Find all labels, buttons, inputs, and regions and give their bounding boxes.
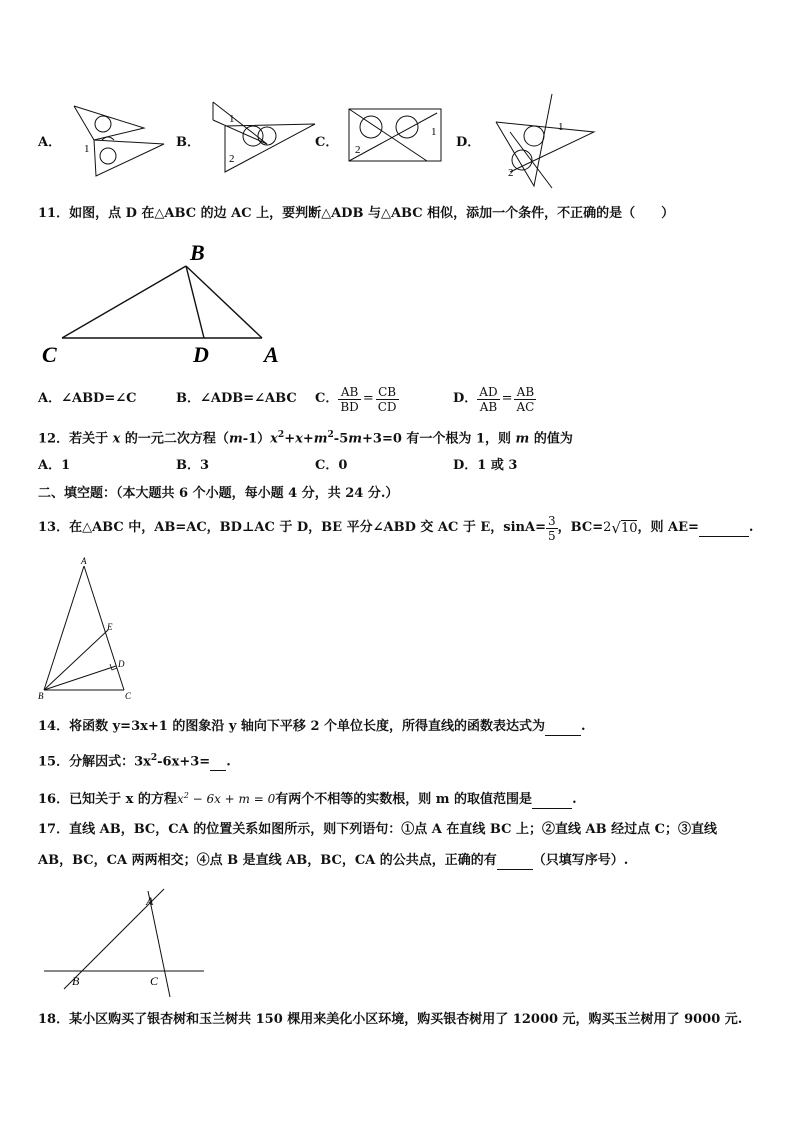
q18-stem: 18．某小区购买了银杏树和玉兰树共 150 棵用来美化小区环境，购买银杏树用了 12000 元，购买玉兰树用了 9000 元.	[38, 1012, 743, 1027]
q13-radicand: 10	[620, 520, 638, 536]
q12-option-a: A．1	[38, 458, 71, 473]
q11-option-d-frac1: $\frac{AD}{AB}$	[479, 384, 498, 414]
q10-c-mark-2: 2	[355, 144, 361, 156]
q10-option-c-figure	[345, 105, 445, 165]
q11-fig-label-b: B	[190, 240, 205, 265]
q11-option-c: C． $\frac{AB}{BD}$ = $\frac{CB}{CD}$	[315, 384, 397, 414]
q12-option-d: D．1 或 3	[453, 458, 518, 473]
q12-option-c: C．0	[315, 458, 348, 473]
q11-option-d-label: D．	[453, 391, 478, 406]
section-heading-fill-in: 二、填空题：（本大题共 6 个小题，每小题 4 分，共 24 分.）	[38, 486, 399, 501]
q10-d-mark-2: 2	[508, 167, 514, 179]
q11-option-c-label: C．	[315, 391, 339, 406]
q13-stem: 13．在△ABC 中，AB=AC，BD⊥AC 于 D，BE 平分∠ABD 交 AC 于 E，sinA= $\frac{3}{5}$ ，BC= 2 √ 10 ，则 AE= .	[38, 513, 754, 543]
q17-answer-blank	[497, 853, 533, 870]
q11-figure	[40, 240, 300, 368]
q10-b-mark-1: 1	[229, 113, 235, 125]
q13-fig-label-d: D	[118, 659, 125, 669]
q11-fig-label-a: A	[264, 342, 279, 367]
q11-option-c-frac2: $\frac{CB}{CD}$	[377, 384, 397, 414]
q10-d-mark-1: 1	[558, 121, 564, 133]
q11-option-d: D． $\frac{AD}{AB}$ = $\frac{AB}{AC}$	[453, 384, 535, 414]
q13-answer-blank	[699, 520, 749, 537]
q13-figure	[36, 556, 146, 702]
q17-fig-label-a: A	[146, 894, 154, 908]
q10-b-mark-2: 2	[229, 153, 235, 165]
q13-fig-label-b: B	[38, 691, 44, 701]
q10-option-d-label: D．	[456, 135, 481, 150]
q11-option-d-frac2: $\frac{AB}{AC}$	[516, 384, 535, 414]
q10-c-mark-1: 1	[431, 126, 437, 138]
q16-equation: $x^2 - 6x + m = 0$	[176, 791, 276, 806]
q10-option-a-label: A．	[38, 135, 62, 150]
q14-stem: 14．将函数 y=3x+1 的图象沿 y 轴向下平移 2 个单位长度，所得直线的函数表达式为 .	[38, 719, 586, 734]
q17-stem-line2: AB，BC，CA 两两相交；④点 B 是直线 AB，BC，CA 的公共点，正确的有 （只填写序号）.	[38, 853, 629, 868]
q17-stem-line1: 17．直线 AB，BC，CA 的位置关系如图所示，则下列语句：①点 A 在直线 BC 上；②直线 AB 经过点 C；③直线	[38, 822, 717, 837]
q10-option-c-label: C．	[315, 135, 339, 150]
q17-fig-label-b: B	[72, 974, 80, 988]
q10-option-a-figure	[60, 100, 170, 180]
q11-fig-label-d: D	[193, 342, 209, 367]
q10-option-b-figure	[205, 98, 320, 178]
q17-fig-label-c: C	[150, 974, 159, 988]
q17-figure	[40, 885, 210, 1000]
q10-option-d-figure	[490, 92, 600, 192]
q16-answer-blank	[532, 792, 572, 809]
q13-fig-label-c: C	[125, 691, 132, 701]
q13-fig-label-e: E	[107, 622, 113, 632]
q13-sin-fraction: $\frac{3}{5}$	[547, 513, 556, 543]
q15-stem: 15．分解因式：$3x^2-6x+3=$ .	[38, 753, 231, 770]
q11-option-c-frac1: $\frac{AB}{BD}$	[340, 384, 359, 414]
q13-fig-label-a: A	[81, 556, 87, 566]
q12-stem: 12．若关于 x 的一元二次方程$(m-1)x^2+x+m^2-5m+3=0$ 有一个根为 1，则 m 的值为	[38, 430, 573, 447]
q10-option-b-label: B．	[176, 135, 200, 150]
q16-stem: 16．已知关于 x 的方程$x^2 - 6x + m = 0$有两个不相等的实数根，则 m 的取值范围是 .	[38, 791, 577, 807]
q11-stem: 11．如图，点 D 在△ABC 的边 AC 上，要判断△ADB 与△ABC 相似，添加一个条件，不正确的是（ ）	[38, 206, 675, 221]
q15-answer-blank	[210, 754, 226, 771]
q14-answer-blank	[545, 719, 581, 736]
q11-option-b: B．∠ADB=∠ABC	[176, 391, 297, 406]
q11-fig-label-c: C	[42, 342, 57, 367]
q12-option-b: B．3	[176, 458, 210, 473]
q11-option-a: A．∠ABD=∠C	[38, 391, 137, 406]
q10-a-mark-1: 1	[84, 143, 90, 155]
